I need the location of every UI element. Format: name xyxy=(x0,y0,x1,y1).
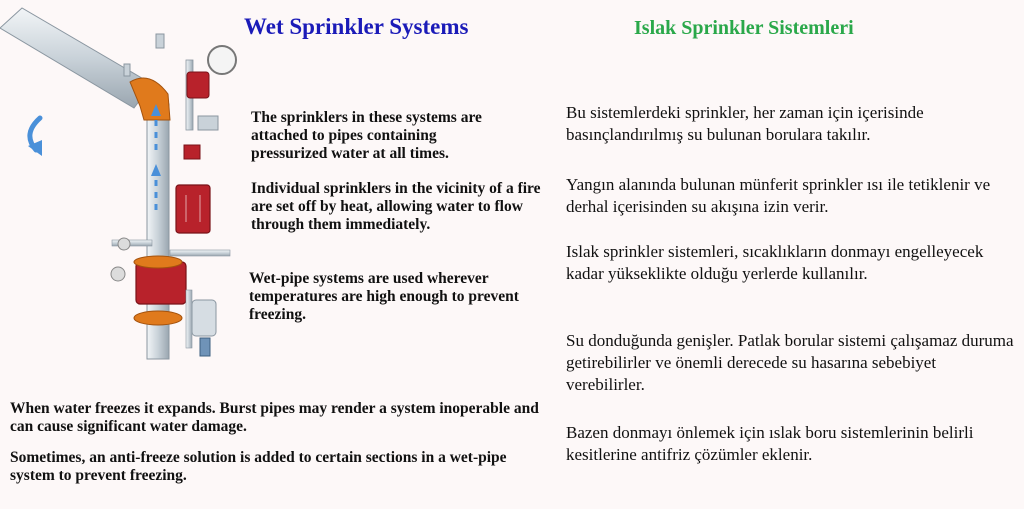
turkish-paragraph-antifreeze: Bazen donmayı önlemek için ıslak boru sistemlerinin belirli kesitlerine antifriz çözümler eklenir. xyxy=(566,423,974,464)
alarm-valve xyxy=(176,185,210,233)
sprinkler-system-diagram xyxy=(0,0,250,400)
english-paragraph-pressurized: The sprinklers in these systems are attached to pipes containing pressurized water at all times. xyxy=(251,109,482,162)
turkish-paragraph-pressurized: Bu sistemlerdeki sprinkler, her zaman için içerisinde basınçlandırılmış su bulunan borulara takılır. xyxy=(566,103,924,144)
english-paragraph-usage: Wet-pipe systems are used wherever temperatures are high enough to prevent freezing. xyxy=(249,270,519,323)
turkish-paragraph-freezing: Su donduğunda genişler. Patlak borular sistemi çalışamaz duruma getirebilirler ve önemli derecede su hasarına sebebiyet verebilirler. xyxy=(566,331,1014,394)
english-paragraph-heat-activation: Individual sprinklers in the vicinity of a fire are set off by heat, allowing water to flow through them immediately. xyxy=(251,180,541,233)
english-paragraph-freezing: When water freezes it expands. Burst pipes may render a system inoperable and can cause significant water damage. xyxy=(10,400,539,435)
pressure-gauge-icon xyxy=(208,46,236,74)
english-paragraph-antifreeze: Sometimes, an anti-freeze solution is added to certain sections in a wet-pipe system to prevent freezing. xyxy=(10,449,507,484)
main-pipe xyxy=(0,8,152,108)
page-title-english: Wet Sprinkler Systems xyxy=(244,14,469,39)
turkish-paragraph-heat-activation: Yangın alanında bulunan münferit sprinkler ısı ile tetiklenir ve derhal içerisinden su akışına izin verir. xyxy=(566,175,991,216)
page-title-turkish: Islak Sprinkler Sistemleri xyxy=(634,17,854,39)
turkish-paragraph-usage: Islak sprinkler sistemleri, sıcaklıkların donmayı engelleyecek kadar yükseklikte olduğu yerlerde kullanılır. xyxy=(566,242,984,283)
